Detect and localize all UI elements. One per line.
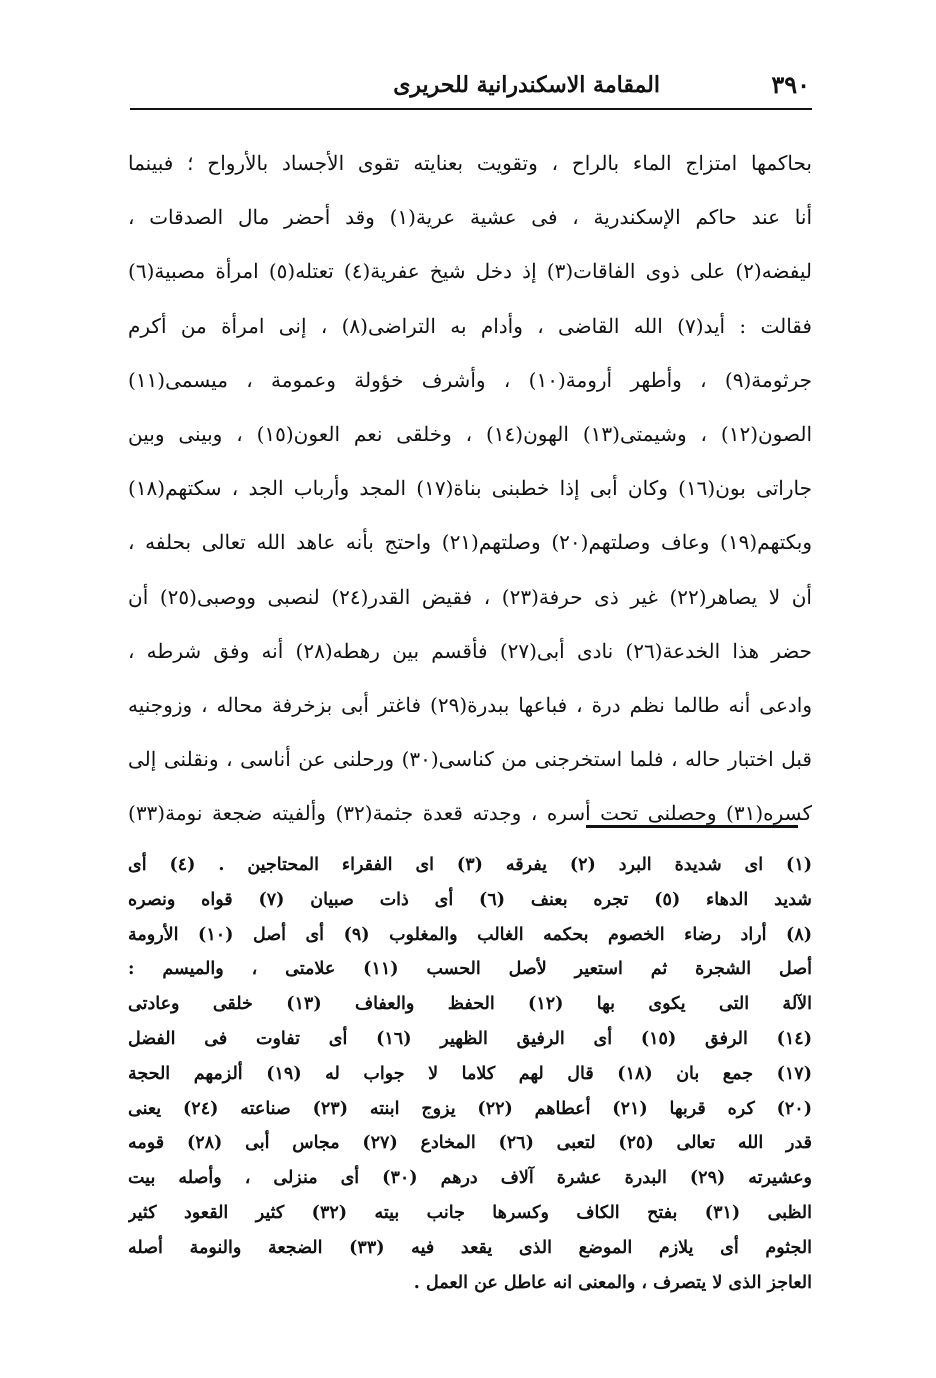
text-line: قبل اختبار حاله ، فلما استخرجنى من كناسى(٣٠) ورحلنى عن أناسى ، ونقلنى إلى (128, 747, 812, 772)
footnote-separator (586, 825, 798, 828)
text-line: بحاكمها امتزاج الماء بالراح ، وتقويت بعنايته تقوى الأجساد بالأرواح ؛ فبينما (128, 151, 812, 175)
text-line: الصون(١٢) ، وشيمتى(١٣) الهون(١٤) ، وخلقى نعم العون(١٥) ، وبينى وبين (128, 421, 812, 446)
footnotes (128, 848, 812, 1300)
footnote-line: (٢٠) كره قربها (٢١) أعطاهم (٢٢) يزوج ابنته (٢٣) صناعته (٢٤) يعنى (128, 1098, 812, 1119)
footnote-line: شديد الدهاء (٥) تجره بعنف (٦) أى ذات صبيان (٧) قواه ونصره (128, 889, 812, 910)
header-rule (130, 108, 812, 110)
text-line: كسره(٣١) وحصلنى تحت أسره ، وجدته قعدة جثمة(٣٢) وألفيته ضجعة نومة(٣٣) (128, 801, 812, 826)
footnote-line: الجثوم أى يلازم الموضع الذى يقعد فيه (٣٣) الضجعة والنومة أصله (128, 1237, 812, 1258)
text-line: أن لا يصاهر(٢٢) غير ذى حرفة(٢٣) ، فقيض القدر(٢٤) لنصبى ووصبى(٢٥) أن (128, 584, 812, 609)
footnote-line: (٨) أراد رضاء الخصوم بحكمه الغالب والمغلوب (٩) أى أصل (١٠) الأرومة (128, 924, 812, 945)
text-line: أنا عند حاكم الإسكندرية ، فى عشية عرية(١) وقد أحضر مال الصدقات ، (128, 205, 812, 230)
page-number: ٣٩٠ (771, 70, 810, 99)
footnote-line: الآلة التى يكوى بها (١٢) الحفظ والعفاف (١٣) خلقى وعادتى (128, 994, 812, 1015)
page-header (130, 70, 810, 110)
footnote-line: الظبى (٣١) بفتح الكاف وكسرها جانب بيته (٣٢) كثير القعود كثير (128, 1202, 812, 1223)
footnote-line: وعشيرته (٢٩) البدرة عشرة آلاف درهم (٣٠) أى منزلى ، وأصله بيت (128, 1168, 812, 1189)
text-line: جاراتى بون(١٦) وكان أبى إذا خطبنى بناة(١٧) المجد وأرباب الجد ، سكتهم(١٨) (128, 476, 812, 501)
footnote-line: (١) اى شديدة البرد (٢) يفرقه (٣) اى الفقراء المحتاجين . (٤) أى (128, 855, 812, 875)
main-text (128, 136, 812, 840)
footnote-line: العاجز الذى لا يتصرف ، والمعنى انه عاطل عن العمل . (413, 1272, 812, 1293)
text-line: حضر هذا الخدعة(٢٦) نادى أبى(٢٧) فأقسم بين رهطه(٢٨) أنه وفق شرطه ، (128, 638, 812, 663)
footnote-line: (١٤) الرفق (١٥) أى الرفيق الظهير (١٦) أى تفاوت فى الفضل (128, 1028, 812, 1049)
footnote-line: (١٧) جمع بان (١٨) قال لهم كلاما لا جواب له (١٩) ألزمهم الحجة (128, 1063, 812, 1084)
footnote-line: أصل الشجرة ثم استعير لأصل الحسب (١١) علامتى ، والميسم : (128, 959, 812, 980)
text-line: فقالت : أيد(٧) الله القاضى ، وأدام به التراضى(٨) ، إنى امرأة من أكرم (128, 313, 812, 338)
running-title: المقامة الاسكندرانية للحريرى (393, 72, 660, 98)
text-line: وادعى أنه طالما نظم درة ، فباعها ببدرة(٢٩) فاغتر أبى بزخرفة محاله ، وزوجنيه (128, 692, 812, 717)
text-line: وبكتهم(١٩) وعاف وصلتهم(٢٠) وصلتهم(٢١) واحتج بأنه عاهد الله تعالى بحلفه ، (128, 530, 812, 555)
text-line: جرثومة(٩) ، وأطهر أرومة(١٠) ، وأشرف خؤولة وعمومة ، ميسمى(١١) (128, 367, 812, 392)
text-line: ليفضه(٢) على ذوى الفاقات(٣) إذ دخل شيخ عفرية(٤) تعتله(٥) امرأة مصبية(٦) (128, 259, 812, 284)
footnote-line: قدر الله تعالى (٢٥) لتعبى (٢٦) المخادع (٢٧) مجاس أبى (٢٨) قومه (128, 1133, 812, 1154)
